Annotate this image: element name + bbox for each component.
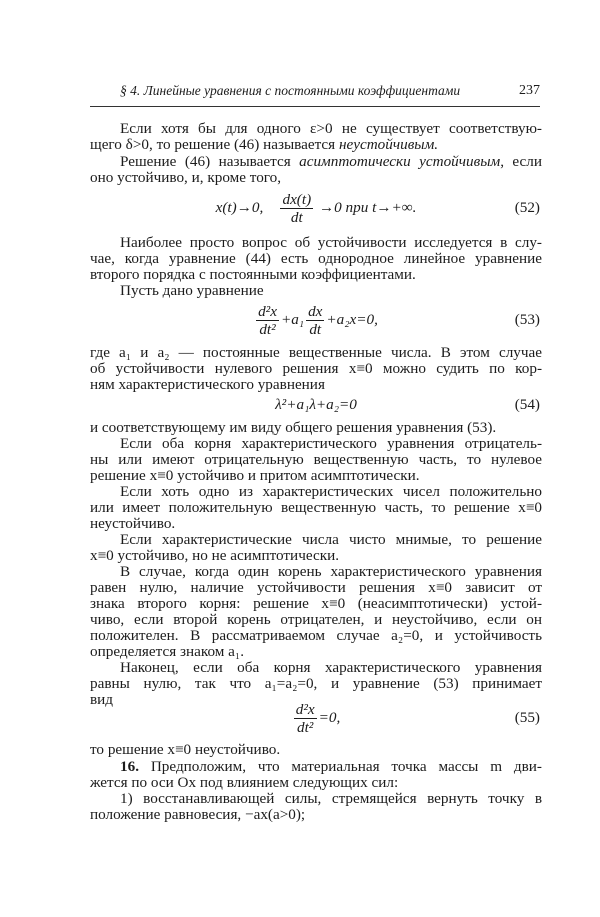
text-line: где a₁ и a₂ — постоянные вещественные числа. В этом случае (90, 344, 542, 361)
term-asymptotic: асимптотически устойчивым (299, 153, 501, 170)
equation-54 (90, 397, 542, 415)
text-line: положителен. В рассматриваемом случае a₂=0, и устойчивость (90, 627, 542, 644)
text-line: жется по оси Ox под влиянием следующих сил: (90, 774, 399, 791)
text-line: Если характеристические числа чисто мнимые, то решение (120, 531, 542, 548)
text-line: или имеет положительную вещественную часть, то решение x≡0 (90, 499, 542, 516)
text-line: об устойчивости нулевого решения x≡0 можно судить по кор- (90, 360, 542, 377)
equation-53 (90, 296, 542, 344)
text-line: Наконец, если оба корня характеристического уравнения (120, 659, 542, 676)
fraction: $\frac{\text{d²x}}{\text{dt²}}$ (258, 302, 277, 338)
text-line: x≡0 устойчиво, но не асимптотически. (90, 547, 339, 564)
text-line: оно устойчиво, и, кроме того, (90, 169, 282, 186)
section-number: 16. (120, 758, 139, 775)
running-header (90, 83, 542, 103)
equation-55-formula: $\frac{\text{d²x}}{\text{dt²}}$ =0, (295, 700, 341, 736)
text-line: знака второго корня: решение x≡0 (неасимптотически) устой- (90, 595, 542, 612)
equation-52 (90, 184, 542, 232)
text-line: чае, когда уравнение (44) есть однородное линейное уравнение (90, 250, 542, 267)
text-line: Если хоть одно из характеристических чисел положительно (120, 483, 542, 500)
text-line: Пусть дано уравнение (120, 282, 264, 299)
equation-number: (52) (514, 199, 540, 216)
text-line: 16. Предположим, что материальная точка массы m дви- (120, 758, 542, 775)
text-line: Если хотя бы для одного ε>0 не существует соответствую- (120, 120, 542, 137)
text-line: и соответствующему им виду общего решения уравнения (53). (90, 419, 497, 436)
equation-number: (55) (514, 709, 540, 726)
text-line: положение равновесия, −ax(a>0); (90, 806, 306, 823)
text-line: Наиболее просто вопрос об устойчивости исследуется в слу- (120, 234, 542, 251)
page-number: 237 (519, 83, 540, 98)
fraction: $\frac{dx}{dt}$ (308, 302, 323, 338)
term-unstable: неустойчивым. (338, 136, 439, 153)
equation-55 (90, 691, 542, 742)
text-line: В случае, когда один корень характеристического уравнения (120, 563, 542, 580)
text-line: ны или имеют отрицательную вещественную часть, то нулевое (90, 451, 542, 468)
text-line: 1) восстанавливающей силы, стремящейся вернуть точку в (120, 790, 542, 807)
text-line: равны нулю, так что a₁=a₂=0, и уравнение (53) принимает (90, 675, 542, 692)
equation-number: (53) (514, 311, 540, 328)
fraction: $\frac{\text{d²x}}{\text{dt²}}$ (295, 700, 315, 736)
fraction: $\frac{dx(t)}{dt}$ (282, 190, 312, 226)
text-line: второго порядка с постоянными коэффициентами. (90, 266, 416, 283)
text-line: определяется знаком a₁. (90, 643, 244, 660)
equation-52-formula: x(t)→0, $\frac{dx(t)}{dt}$ →0 при t→+∞. (215, 190, 417, 226)
equation-53-formula: $\frac{\text{d²x}}{\text{dt²}}$ +a₁ $\frac{dx}{dt}$ +a₂x=0, (258, 302, 378, 338)
text-line: Решение (46) называется асимптотически устойчивым, если (120, 153, 542, 170)
text-line: решение x≡0 устойчиво и притом асимптотически. (90, 467, 420, 484)
equation-54-formula: λ²+a₁λ+a₂=0 (275, 396, 357, 413)
text-line: вид (90, 691, 114, 708)
text-line: то решение x≡0 неустойчиво. (90, 741, 281, 758)
text-line: ням характеристического уравнения (90, 376, 325, 393)
equation-number: (54) (514, 396, 540, 413)
header-title: § 4. Линейные уравнения с постоянными коэффициентами (120, 83, 461, 98)
text-line: неустойчиво. (90, 515, 176, 532)
text-line: равен нулю, наличие устойчивости решения x≡0 зависит от (90, 579, 542, 596)
header-rule (90, 106, 540, 107)
text-line: чиво, если второй корень отрицателен, и неустойчиво, если он (90, 611, 542, 628)
text-line: Если оба корня характеристического уравнения отрицатель- (120, 435, 542, 452)
text-line: щего δ>0, то решение (46) называется неустойчивым. (90, 136, 439, 153)
